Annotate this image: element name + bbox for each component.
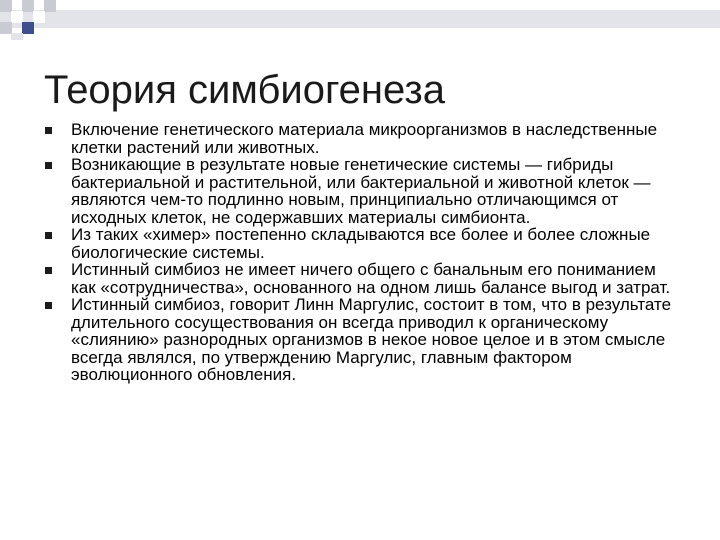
deco-square-6 xyxy=(0,22,12,34)
deco-square-4 xyxy=(11,11,23,23)
deco-square-3 xyxy=(44,0,56,12)
bullet-item xyxy=(44,296,684,384)
header-decoration xyxy=(0,0,720,40)
bullet-text: Возникающие в результате новые генетические системы — гибриды бактериальной и растительной, или бактериальной и животной клеток — являются чем-то подлинно новым, принципиально отличающимся от исходных клеток, не содержавших материалы симбионта. xyxy=(71,155,651,227)
bullet-list xyxy=(44,121,684,384)
deco-square-7 xyxy=(22,22,34,34)
bullet-item xyxy=(44,121,684,156)
square-bullet-icon xyxy=(45,162,52,169)
deco-square-8 xyxy=(11,33,23,40)
deco-square-1 xyxy=(0,0,12,12)
square-bullet-icon xyxy=(45,127,52,134)
square-bullet-icon xyxy=(45,267,52,274)
bullet-text: Истинный симбиоз не имеет ничего общего с банальным его пониманием как «сотрудничества», основанного на одном лишь балансе выгод и затрат. xyxy=(71,260,671,297)
bullet-text: Включение генетического материала микроорганизмов в наследственные клетки растений или животных. xyxy=(71,120,658,157)
square-bullet-icon xyxy=(45,302,52,309)
bullet-item xyxy=(44,261,684,296)
bullet-text: Истинный симбиоз, говорит Линн Маргулис, состоит в том, что в результате длительного сосуществования он всегда приводил к органическому «слиянию» разнородных организмов в некое новое целое и в этом смысле всегда являлся, по утверждению Маргулис, главным фактором эволюционного обновления. xyxy=(71,295,672,384)
bullet-text: Из таких «химер» постепенно складываются все более и более сложные биологические системы. xyxy=(71,225,651,262)
deco-square-2 xyxy=(22,0,34,12)
bullet-item xyxy=(44,156,684,226)
slide-title: Теория симбиогенеза xyxy=(44,68,445,112)
bullet-item xyxy=(44,226,684,261)
deco-square-5 xyxy=(33,11,45,23)
square-bullet-icon xyxy=(45,232,52,239)
deco-band xyxy=(0,10,720,28)
